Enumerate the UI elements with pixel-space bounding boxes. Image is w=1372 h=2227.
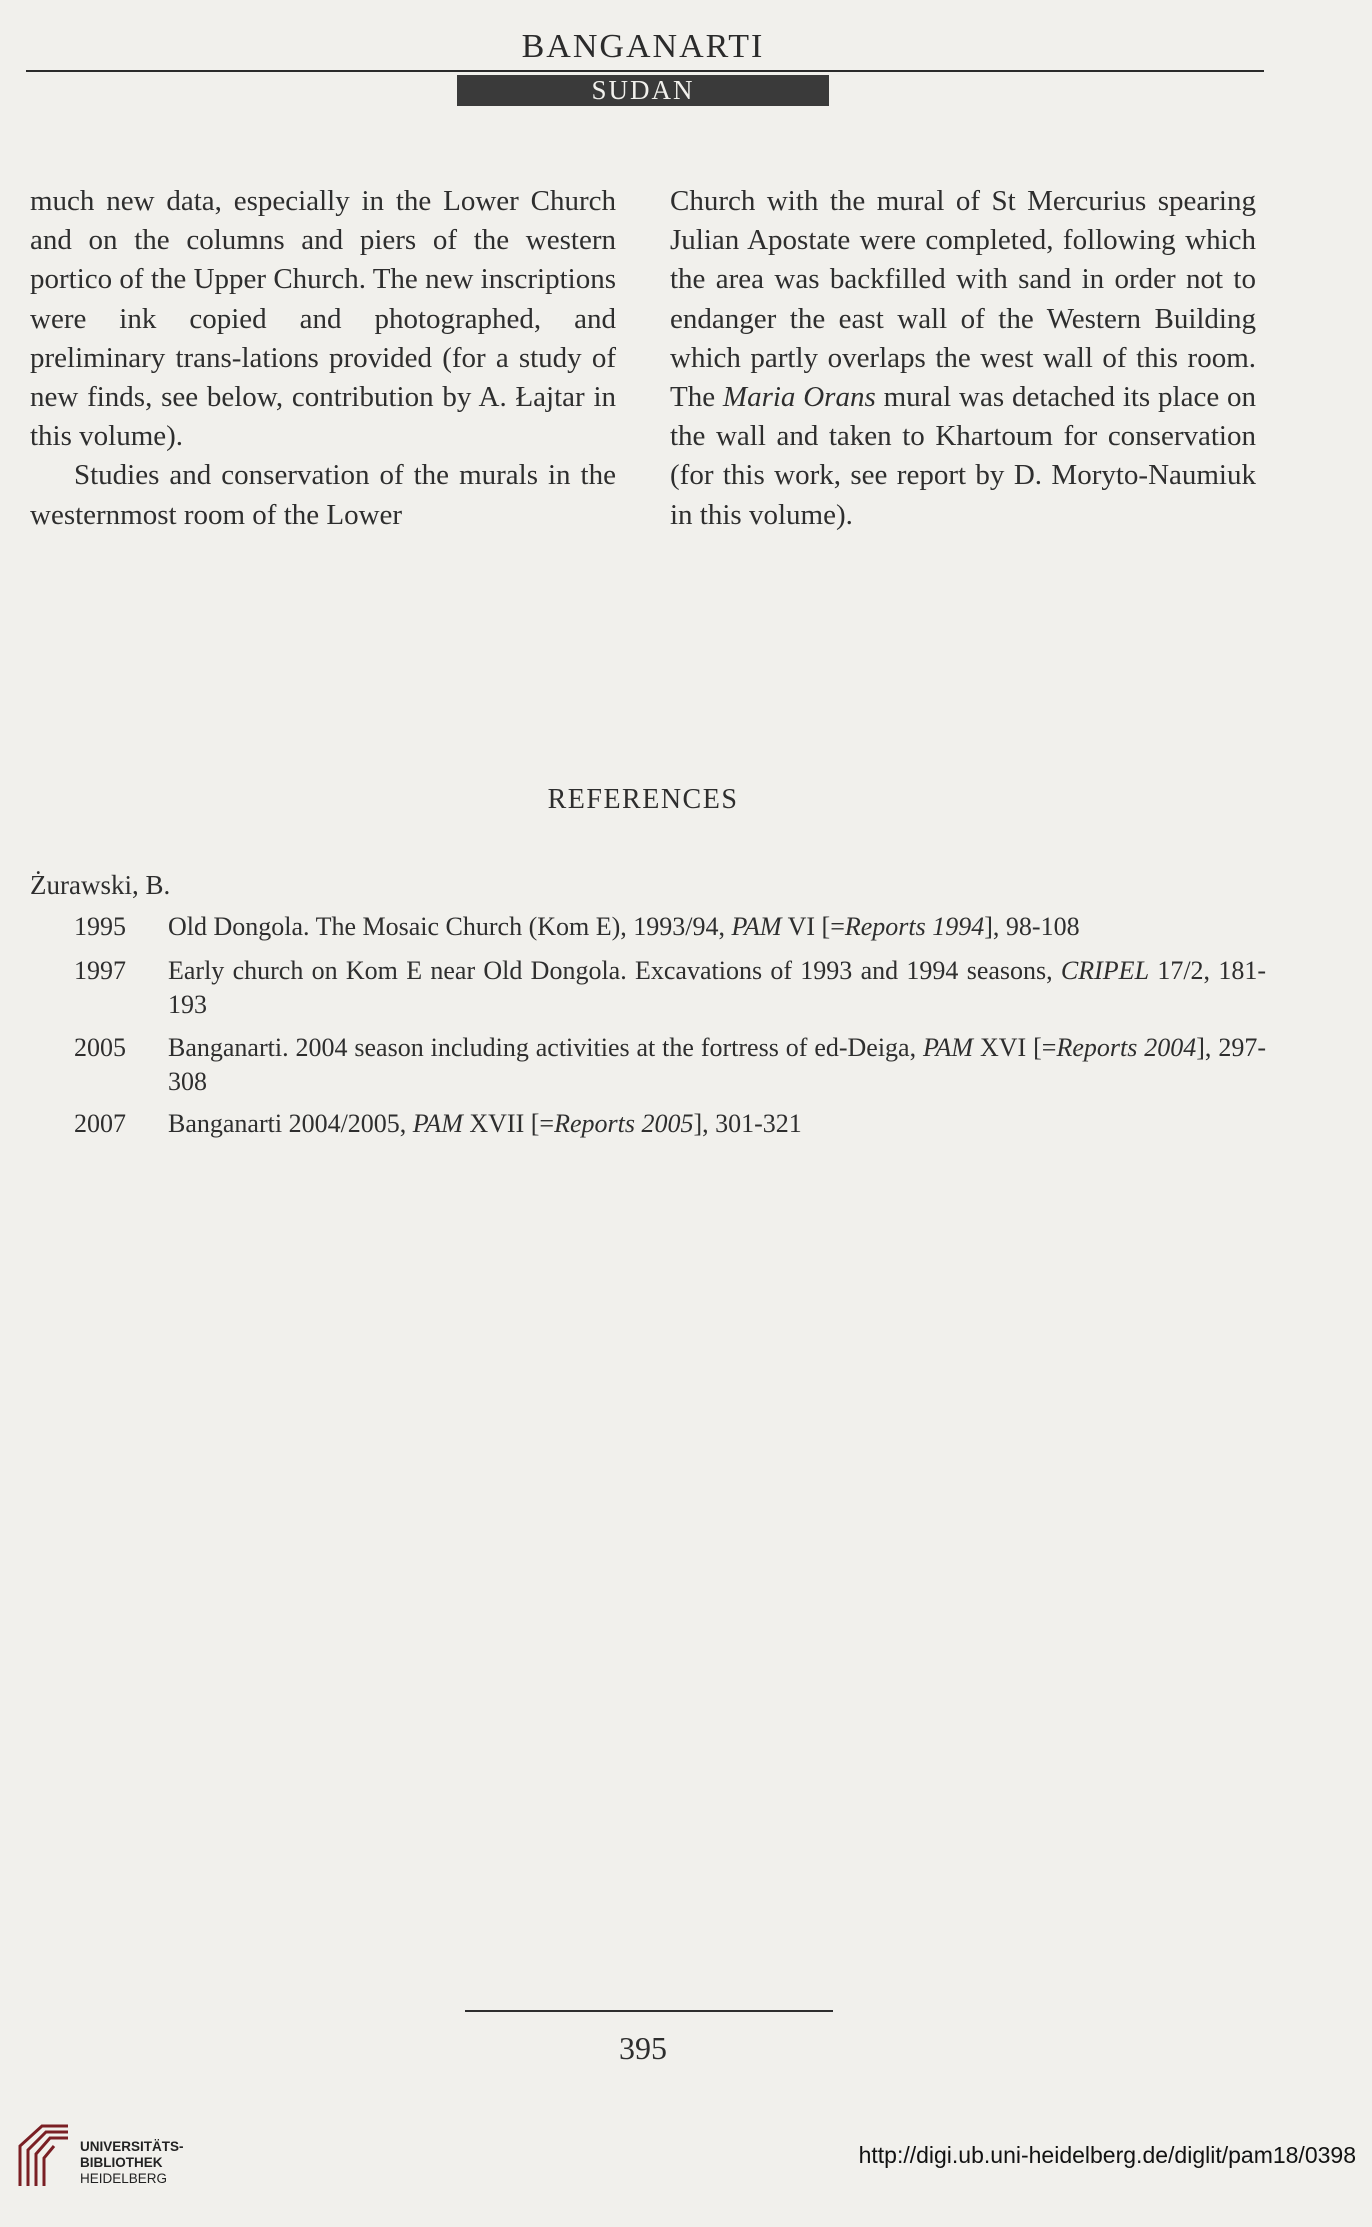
reference-volume: 17/2, 181-193 bbox=[168, 956, 1266, 1019]
reference-year: 1995 bbox=[74, 912, 126, 941]
series-name: Reports 2004 bbox=[1056, 1033, 1197, 1062]
page-number: 395 bbox=[619, 2030, 667, 2066]
reference-year: 2005 bbox=[74, 1033, 126, 1062]
reference-text bbox=[168, 1031, 1266, 1099]
reference-pages: ], 98-108 bbox=[984, 912, 1080, 941]
reference-text bbox=[168, 954, 1266, 1022]
series-name: Reports 2005 bbox=[554, 1109, 694, 1138]
paragraph: Studies and conservation of the murals in the westernmost room of the Lower bbox=[30, 459, 616, 531]
series-name: Reports 1994 bbox=[844, 912, 985, 941]
paragraph: much new data, especially in the Lower Church and on the columns and piers of the western portico of the Upper Church. The new inscriptions were ink copied and photographed, and preliminary trans-lations provided (for a study of new finds, see below, contribution by A. Łajtar in this volume). bbox=[30, 185, 616, 453]
italic-title: Maria Orans bbox=[722, 381, 876, 414]
reference-year: 1997 bbox=[74, 956, 126, 985]
library-logo-icon bbox=[14, 2120, 74, 2190]
text-column-right bbox=[670, 182, 1256, 535]
journal-name: PAM bbox=[412, 1109, 463, 1138]
paragraph-text: mural was detached its place on the wall and taken to Khartoum for conservation (for this work, see report by D. Moryto-Naumiuk in this volume). bbox=[670, 381, 1257, 531]
paragraph bbox=[670, 182, 1256, 535]
header-rule bbox=[26, 70, 1264, 72]
reference-text bbox=[168, 910, 1266, 944]
reference-title: Banganarti 2004/2005, bbox=[168, 1109, 413, 1138]
paragraph-text: Church with the mural of St Mercurius spearing Julian Apostate were completed, following which the area was backfilled with sand in order not to endanger the east wall of the Western Building which partly overlaps the west wall of this room. The bbox=[670, 185, 1256, 414]
text-column-left bbox=[30, 182, 616, 535]
reference-title: Banganarti. 2004 season including activities at the fortress of ed-Deiga, bbox=[168, 1033, 924, 1062]
reference-volume: VI [= bbox=[781, 912, 845, 941]
reference-year: 2007 bbox=[74, 1109, 126, 1138]
journal-name: CRIPEL bbox=[1060, 956, 1150, 985]
footer-rule bbox=[465, 2010, 833, 2012]
source-url-link[interactable]: http://digi.ub.uni-heidelberg.de/diglit/pam18/0398 bbox=[858, 2142, 1356, 2168]
reference-volume: XVI [= bbox=[973, 1033, 1057, 1062]
section-label: SUDAN bbox=[457, 75, 829, 106]
library-name-line: BIBLIOTHEK bbox=[80, 2155, 163, 2170]
library-name-line: UNIVERSITÄTS- bbox=[80, 2139, 184, 2154]
library-name-line: HEIDELBERG bbox=[80, 2171, 168, 2186]
reference-author: Żurawski, B. bbox=[30, 870, 171, 900]
reference-text bbox=[168, 1107, 1266, 1141]
journal-name: PAM bbox=[731, 912, 782, 941]
running-head-title: BANGANARTI bbox=[521, 28, 765, 65]
reference-pages: ], 297-308 bbox=[168, 1033, 1266, 1096]
journal-name: PAM bbox=[923, 1033, 974, 1062]
reference-volume: XVII [= bbox=[462, 1109, 555, 1138]
reference-title: Early church on Kom E near Old Dongola. Excavations of 1993 and 1994 seasons, bbox=[168, 956, 1061, 985]
reference-pages: ], 301-321 bbox=[693, 1109, 802, 1138]
reference-title: Old Dongola. The Mosaic Church (Kom E), 1993/94, bbox=[168, 912, 732, 941]
references-heading: REFERENCES bbox=[547, 784, 739, 815]
library-name bbox=[80, 2139, 184, 2187]
